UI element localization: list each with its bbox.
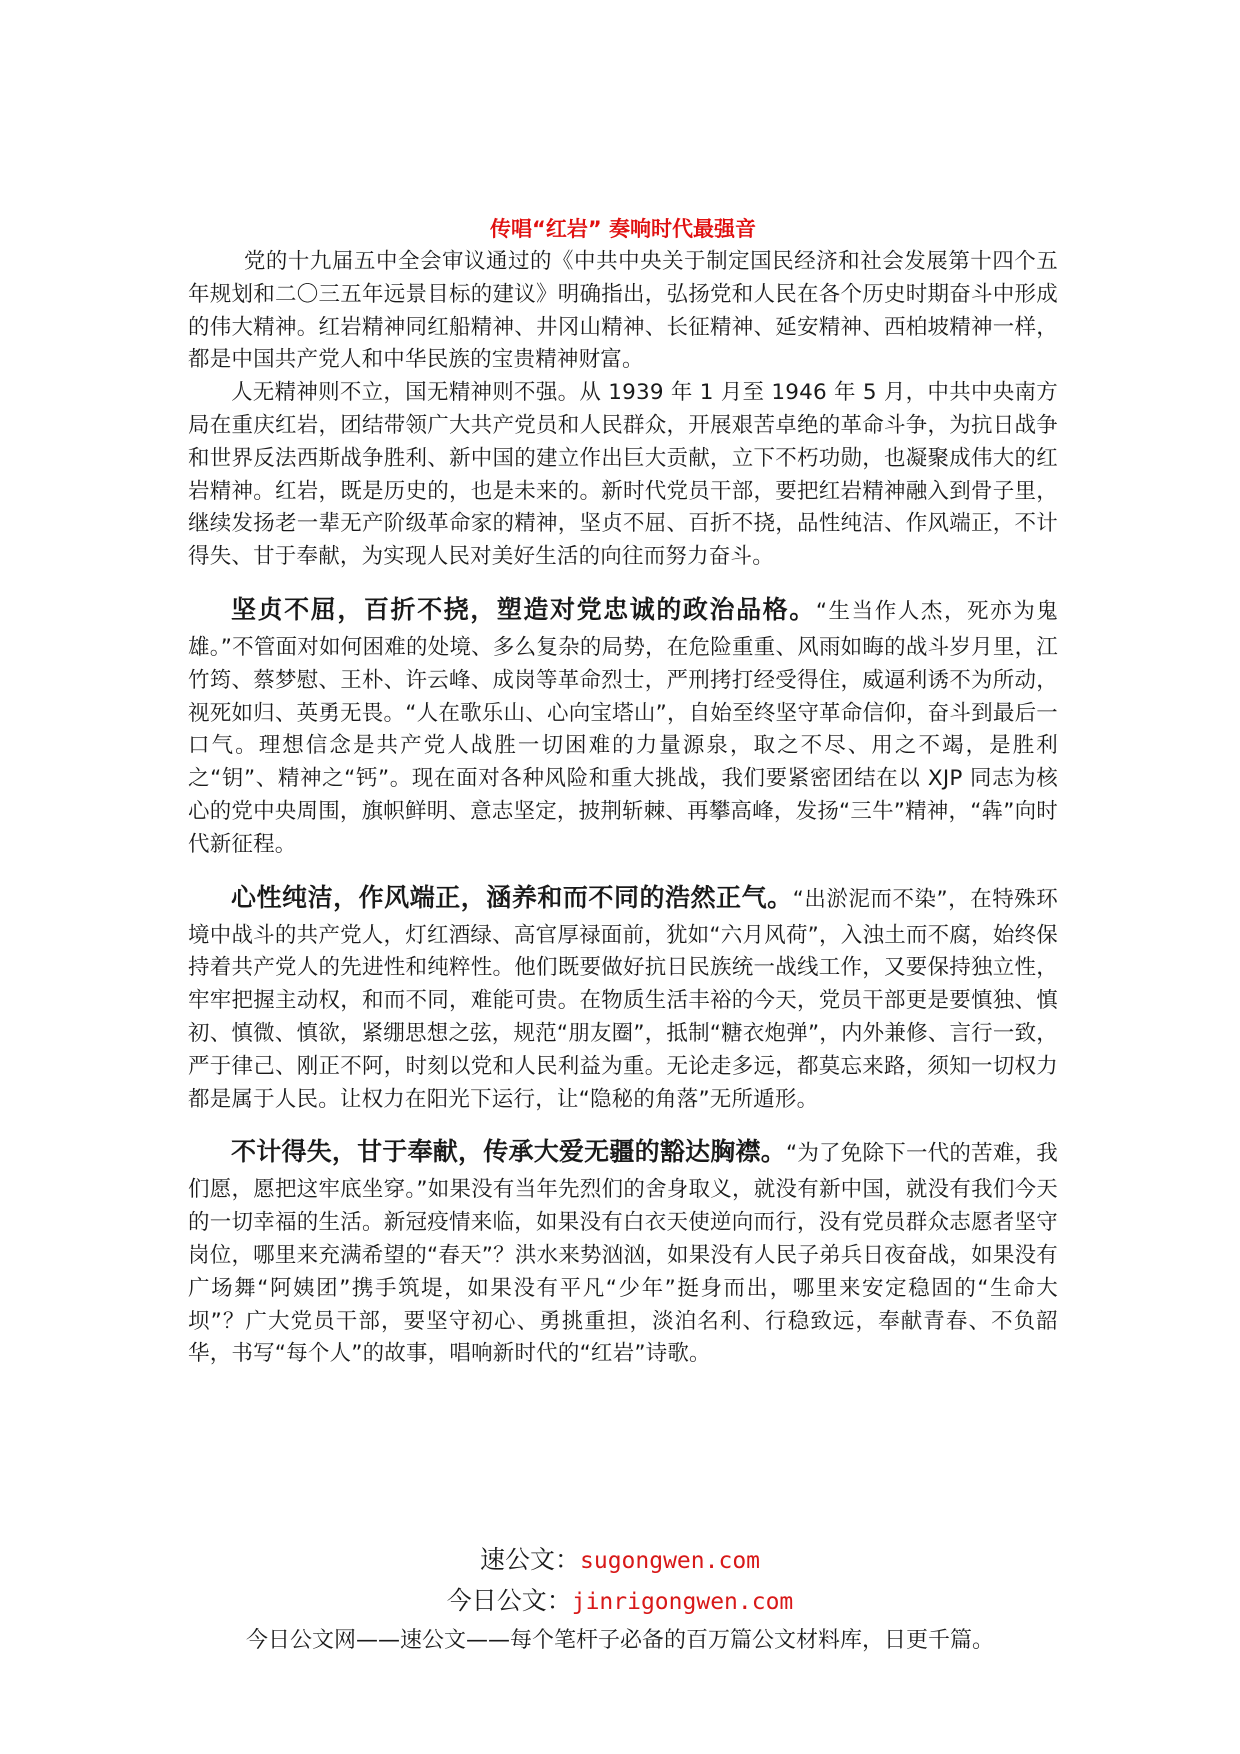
document-title: 传唱“红岩” 奏响时代最强音 — [490, 217, 756, 241]
intro-paragraph-2: 人无精神则不立，国无精神则不强。从 1939 年 1 月至 1946 年 5 月，中共中央南方局在重庆红岩，团结带领广大共产党员和人民群众，开展艰苦卓绝的革命斗争，为抗日战争和世界反法西斯战争胜利、新中国的建立作出巨大贡献，立下不朽功勋，也凝聚成伟大的红岩精神。红岩，既是历史的，也是未来的。新时代党员干部，要把红岩精神融入到骨子里，继续发扬老一辈无产阶级革命家的精神，坚贞不屈、百折不挠，品性纯洁、作风端正，不计得失、甘于奉献，为实现人民对美好生活的向往而努力奋斗。 — [188, 380, 1058, 570]
footer-jinrigongwen — [0, 1584, 1240, 1619]
document-body — [188, 214, 1058, 1371]
intro-paragraph-1: 党的十九届五中全会审议通过的《中共中央关于制定国民经济和社会发展第十四个五年规划和二〇三五年远景目标的建议》明确指出，弘扬党和人民在各个历史时期奋斗中形成的伟大精神。红岩精神同红船精神、井冈山精神、长征精神、延安精神、西柏坡精神一样，都是中国共产党人和中华民族的宝贵精神财富。 — [188, 249, 1058, 373]
section-heading-3: 不计得失，甘于奉献，传承大爱无疆的豁达胸襟。 — [231, 1137, 786, 1167]
section-paragraph-1 — [188, 588, 1058, 862]
section-paragraph-3 — [188, 1130, 1058, 1371]
section-paragraph-2 — [188, 876, 1058, 1117]
section-body-3: “为了免除下一代的苦难，我们愿，愿把这牢底坐穿。”如果没有当年先烈们的舍身取义，就没有新中国，就没有我们今天的一切幸福的生活。新冠疫情来临，如果没有白衣天使逆向而行，没有党员群众志愿者坚守岗位，哪里来充满希望的“春天”？洪水来势汹汹，如果没有人民子弟兵日夜奋战，如果没有广场舞“阿姨团”携手筑堤，如果没有平凡“少年”挺身而出，哪里来安定稳固的“生命大坝”？广大党员干部，要坚守初心、勇挑重担，淡泊名利、行稳致远，奉献青春、不负韶华，书写“每个人”的故事，唱响新时代的“红岩”诗歌。 — [188, 1141, 1058, 1367]
section-body-2: “出淤泥而不染”，在特殊环境中战斗的共产党人，灯红酒绿、高官厚禄面前，犹如“六月风荷”，入浊土而不腐，始终保持着共产党人的先进性和纯粹性。他们既要做好抗日民族统一战线工作，又要保持独立性，牢牢把握主动权，和而不同，难能可贵。在物质生活丰裕的今天，党员干部更是要慎独、慎初、慎微、慎欲，紧绷思想之弦，规范“朋友圈”，抵制“糖衣炮弹”，内外兼修、言行一致，严于律己、刚正不阿，时刻以党和人民利益为重。无论走多远，都莫忘来路，须知一切权力都是属于人民。让权力在阳光下运行，让“隐秘的角落”无所遁形。 — [188, 886, 1058, 1112]
footer-sugongwen — [0, 1543, 1240, 1578]
footer-sugongwen-label: 速公文： — [479, 1545, 580, 1574]
section-body-1: “生当作人杰，死亦为鬼雄。”不管面对如何困难的处境、多么复杂的局势，在危险重重、风雨如晦的战斗岁月里，江竹筠、蔡梦慰、王朴、许云峰、成岗等革命烈士，严刑拷打经受得住，威逼利诱不为所动，视死如归、英勇无畏。“人在歌乐山、心向宝塔山”，自始至终坚守革命信仰，奋斗到最后一口气。理想信念是共产党人战胜一切困难的力量源泉，取之不尽、用之不竭，是胜利之“钥”、精神之“钙”。现在面对各种风险和重大挑战，我们要紧密团结在以 XJP 同志为核心的党中央周围，旗帜鲜明、意志坚定，披荆斩棘、再攀高峰，发扬“三牛”精神，“犇”向时代新征程。 — [188, 598, 1058, 857]
footer-jinrigongwen-label: 今日公文： — [446, 1586, 572, 1615]
section-heading-1: 坚贞不屈，百折不挠，塑造对党忠诚的政治品格。 — [231, 594, 816, 624]
footer-jinrigongwen-link[interactable]: jinrigongwen.com — [571, 1589, 794, 1615]
footer-sugongwen-link[interactable]: sugongwen.com — [580, 1548, 761, 1574]
footer-slogan: 今日公文网——速公文——每个笔杆子必备的百万篇公文材料库，日更千篇。 — [245, 1628, 994, 1653]
section-heading-2: 心性纯洁，作风端正，涵养和而不同的浩然正气。 — [231, 882, 793, 912]
